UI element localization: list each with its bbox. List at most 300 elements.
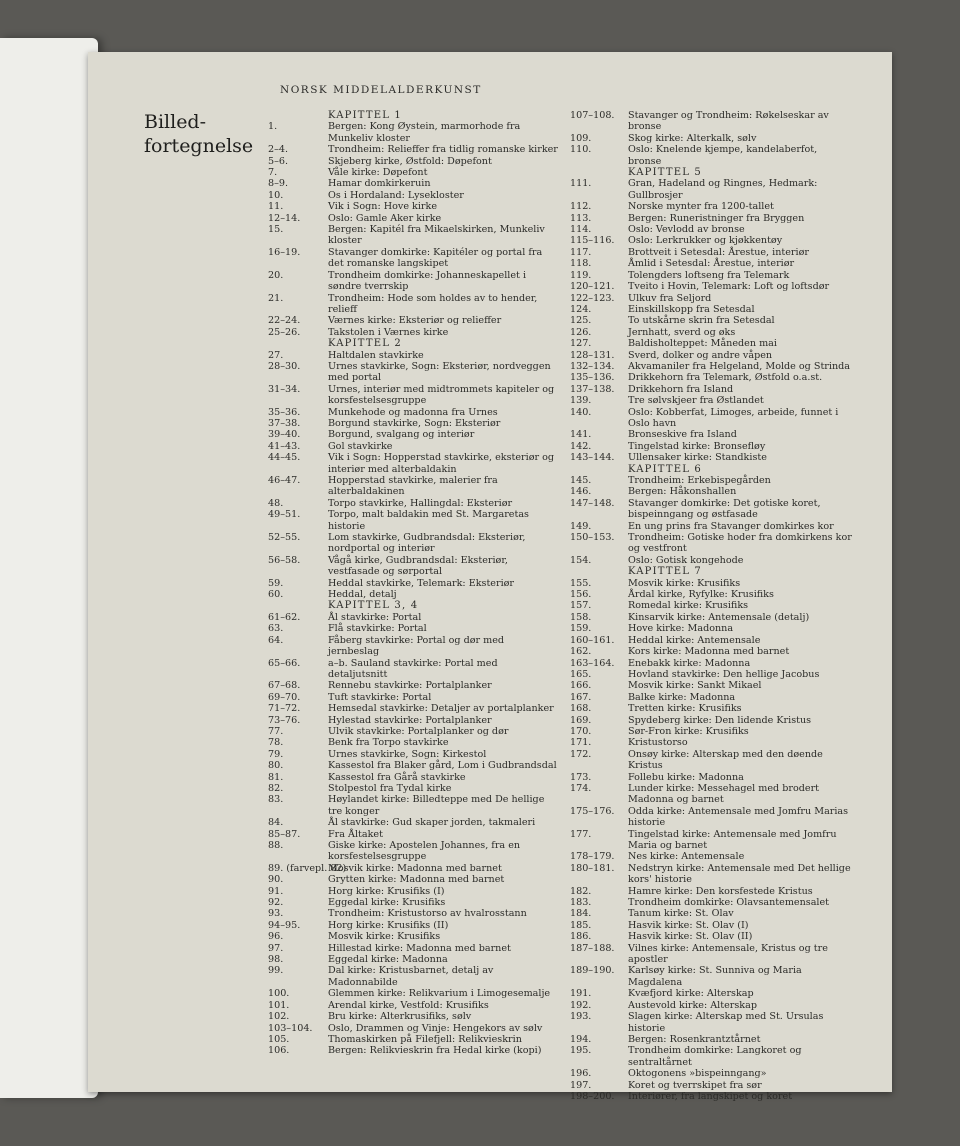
- entry-number: 109.: [570, 132, 592, 144]
- entry-number: 195.: [570, 1045, 592, 1057]
- entry-number: 193.: [570, 1011, 592, 1023]
- entry-number: 146.: [570, 486, 592, 498]
- index-entry: [268, 1034, 558, 1045]
- entry-number: 162.: [570, 646, 592, 658]
- entry-caption: Odda kirke: Antemensale med Jomfru Marias historie: [628, 805, 849, 829]
- entry-caption: Kinsarvik kirke: Antemensale (detalj): [628, 611, 810, 623]
- entry-number: 94–95.: [268, 919, 301, 931]
- index-entry: [570, 201, 852, 212]
- entry-number: 5–6.: [268, 155, 289, 167]
- entry-caption: Nedstryn kirke: Antemensale med Det hellige kors' historie: [628, 862, 851, 886]
- entry-caption: Horg kirke: Krusifiks (I): [328, 885, 445, 897]
- index-entry: [570, 783, 852, 806]
- entry-caption: Hovland stavkirke: Den hellige Jacobus: [628, 668, 820, 680]
- index-entry: [570, 1000, 852, 1011]
- index-entry: [268, 749, 558, 760]
- entry-caption: Urnes, interiør med midtrommets kapiteler og korsfestelsesgruppe: [328, 383, 555, 407]
- index-entry: [570, 1080, 852, 1091]
- entry-number: 142.: [570, 440, 592, 452]
- index-entry: [268, 658, 558, 681]
- entry-caption: Trondheim domkirke: Olavsantemensalet: [628, 897, 830, 909]
- index-entry: [268, 817, 558, 828]
- index-entry: [570, 669, 852, 680]
- entry-number: 111.: [570, 178, 592, 190]
- entry-caption: Mosvik kirke: Madonna med barnet: [328, 862, 502, 874]
- entry-caption: Ål stavkirke: Portal: [328, 611, 422, 623]
- entry-number: 25–26.: [268, 326, 301, 338]
- index-entry: [570, 281, 852, 292]
- entry-number: 158.: [570, 611, 592, 623]
- entry-number: 137–138.: [570, 383, 615, 395]
- entry-number: 174.: [570, 782, 592, 794]
- entry-number: 169.: [570, 714, 592, 726]
- entry-caption: Åmlid i Setesdal: Årestue, interiør: [628, 258, 795, 270]
- entry-number: 8–9.: [268, 178, 289, 190]
- entry-caption: Urnes stavkirke, Sogn: Eksteriør, nordveggen med portal: [328, 360, 551, 384]
- index-entry: [570, 258, 852, 269]
- entry-caption: Årdal kirke, Ryfylke: Krusifiks: [628, 589, 774, 601]
- index-entry: [268, 1011, 558, 1022]
- entry-caption: Oslo, Drammen og Vinje: Hengekors av sølv: [328, 1022, 543, 1034]
- entry-number: 73–76.: [268, 714, 301, 726]
- entry-caption: Trondheim domkirke: Langkoret og sentraltårnet: [628, 1045, 802, 1068]
- entry-number: 2–4.: [268, 144, 289, 156]
- entry-number: 44–45.: [268, 452, 301, 464]
- entry-number: 27.: [268, 349, 284, 361]
- entry-caption: Skjeberg kirke, Østfold: Døpefont: [328, 155, 492, 167]
- index-entry: [268, 144, 558, 155]
- entry-caption: Oslo: Gotisk kongehode: [628, 554, 744, 566]
- index-entry: [570, 703, 852, 714]
- index-entry: [570, 612, 852, 623]
- entry-number: 103–104.: [268, 1022, 313, 1034]
- entry-number: 160–161.: [570, 634, 615, 646]
- entry-caption: Enebakk kirke: Madonna: [628, 657, 751, 669]
- entry-caption: Haltdalen stavkirke: [328, 349, 424, 361]
- index-entry: [570, 658, 852, 669]
- index-entry: [268, 920, 558, 931]
- chapter-heading: KAPITTEL 7: [628, 566, 702, 578]
- entry-caption: Bru kirke: Alterkrusifiks, sølv: [328, 1011, 472, 1023]
- entry-caption: Vilnes kirke: Antemensale, Kristus og tre apostler: [628, 942, 828, 966]
- entry-caption: Hamar domkirkeruin: [328, 178, 431, 190]
- index-entry: [268, 224, 558, 247]
- entry-caption: Kvæfjord kirke: Alterskap: [628, 988, 754, 1000]
- index-entry: [268, 954, 558, 965]
- entry-number: 178–179.: [570, 851, 615, 863]
- entry-number: 175–176.: [570, 805, 615, 817]
- entry-number: 191.: [570, 988, 592, 1000]
- index-entry: [268, 931, 558, 942]
- index-entry: [268, 315, 558, 326]
- entry-number: 7.: [268, 167, 278, 179]
- entry-number: 92.: [268, 897, 284, 909]
- index-entry: [570, 441, 852, 452]
- entry-caption: Trondheim: Relieffer fra tidlig romanske kirker: [328, 144, 558, 156]
- entry-number: 28–30.: [268, 360, 301, 372]
- entry-caption: Akvamaniler fra Helgeland, Molde og Strinda: [628, 360, 850, 372]
- entry-caption: Giske kirke: Apostelen Johannes, fra en korsfestelsesgruppe: [328, 840, 521, 863]
- entry-number: 189–190.: [570, 965, 615, 977]
- index-entry: [570, 224, 852, 235]
- entry-number: 140.: [570, 406, 592, 418]
- entry-caption: Karlsøy kirke: St. Sunniva og Maria Magdalena: [628, 965, 802, 988]
- index-entry: [268, 715, 558, 726]
- index-entry: [570, 235, 852, 246]
- index-entry: [268, 121, 558, 144]
- entry-number: 110.: [570, 144, 592, 156]
- chapter-heading: KAPITTEL 6: [628, 463, 702, 475]
- entry-caption: Hove kirke: Madonna: [628, 623, 734, 635]
- index-entry: [268, 1000, 558, 1011]
- index-entry: [570, 247, 852, 258]
- index-entry: [268, 772, 558, 783]
- entry-number: 97.: [268, 942, 284, 954]
- entry-number: 120–121.: [570, 281, 615, 293]
- entry-caption: Drikkehorn fra Telemark, Østfold o.a.st.: [628, 372, 823, 384]
- entry-number: 167.: [570, 691, 592, 703]
- index-entry: [268, 350, 558, 361]
- index-entry: [570, 931, 852, 942]
- entry-caption: Hopperstad stavkirke, malerier fra alterbaldakinen: [328, 475, 498, 498]
- entry-number: 163–164.: [570, 657, 615, 669]
- entry-number: 56–58.: [268, 554, 301, 566]
- running-head: NORSK MIDDELALDERKUNST: [280, 84, 482, 96]
- index-entry: [570, 1011, 852, 1034]
- chapter-heading: KAPITTEL 5: [628, 167, 702, 179]
- chapter-heading: KAPITTEL 3, 4: [328, 600, 419, 612]
- entry-caption: Hillestad kirke: Madonna med barnet: [328, 942, 511, 954]
- entry-number: 12–14.: [268, 212, 301, 224]
- title-line-1: Billed-: [144, 111, 207, 133]
- entry-caption: Skog kirke: Alterkalk, sølv: [628, 132, 757, 144]
- entry-caption: Tingelstad kirke: Antemensale med Jomfru Maria og barnet: [628, 828, 837, 851]
- entry-caption: Dal kirke: Kristusbarnet, detalj av Madonnabilde: [328, 965, 494, 988]
- entry-number: 166.: [570, 680, 592, 692]
- index-entry: [570, 110, 852, 133]
- index-entry: [268, 167, 558, 178]
- index-entry: [570, 498, 852, 521]
- entry-caption: a–b. Sauland stavkirke: Portal med detaljutsnitt: [328, 657, 498, 680]
- entry-caption: Hylestad stavkirke: Portalplanker: [328, 714, 492, 726]
- entry-number: 165.: [570, 668, 592, 680]
- entry-number: 41–43.: [268, 440, 301, 452]
- entry-number: 112.: [570, 201, 592, 213]
- index-entry: [268, 965, 558, 988]
- entry-number: 88.: [268, 840, 284, 851]
- entry-caption: Vik i Sogn: Hove kirke: [328, 201, 438, 213]
- book-page: [88, 52, 892, 1102]
- entry-caption: Bergen: Kapitél fra Mikaelskirken, Munkeliv kloster: [328, 224, 545, 247]
- index-entry: [268, 190, 558, 201]
- index-entry: [268, 1023, 558, 1034]
- entry-caption: Ulkuv fra Seljord: [628, 292, 712, 304]
- index-entry: [570, 908, 852, 919]
- index-entry: [268, 840, 558, 863]
- entry-number: 46–47.: [268, 475, 301, 486]
- index-entry: [268, 361, 558, 384]
- entry-caption: Ål stavkirke: Gud skaper jorden, takmaleri: [328, 817, 536, 829]
- index-entry: [268, 783, 558, 794]
- chapter-heading: KAPITTEL 1: [328, 110, 402, 121]
- entry-number: 122–123.: [570, 292, 615, 304]
- entry-caption: Kassestol fra Blaker gård, Lom i Gudbrandsdal: [328, 760, 557, 772]
- index-entry: [570, 1068, 852, 1079]
- entry-caption: Høylandet kirke: Billedteppe med De hellige tre konger: [328, 794, 545, 817]
- entry-number: 84.: [268, 817, 284, 829]
- entry-number: 67–68.: [268, 680, 301, 692]
- entry-number: 59.: [268, 577, 284, 589]
- entry-caption: Kors kirke: Madonna med barnet: [628, 646, 790, 658]
- entry-number: 139.: [570, 395, 592, 407]
- index-entry: [570, 350, 852, 361]
- index-entry: [570, 270, 852, 281]
- entry-number: 11.: [268, 201, 284, 213]
- entry-number: 83.: [268, 794, 284, 806]
- entry-caption: En ung prins fra Stavanger domkirkes kor: [628, 520, 834, 532]
- index-entry: [268, 589, 558, 600]
- index-entry: [570, 452, 852, 463]
- entry-caption: Balke kirke: Madonna: [628, 691, 736, 703]
- entry-number: 132–134.: [570, 360, 615, 372]
- index-entry: [268, 578, 558, 589]
- entry-caption: To utskårne skrin fra Setesdal: [628, 315, 775, 327]
- index-entry: [268, 988, 558, 999]
- entry-number: 118.: [570, 258, 592, 270]
- entry-number: 98.: [268, 954, 284, 966]
- entry-caption: Hamre kirke: Den korsfestede Kristus: [628, 885, 813, 897]
- entry-caption: Sverd, dolker og andre våpen: [628, 349, 773, 361]
- entry-number: 102.: [268, 1011, 290, 1023]
- entry-number: 147–148.: [570, 497, 615, 509]
- entry-caption: Oslo: Kobberfat, Limoges, arbeide, funnet i Oslo havn: [628, 406, 839, 429]
- index-entry: [570, 475, 852, 486]
- index-entry: [570, 806, 852, 829]
- entry-number: 196.: [570, 1068, 592, 1080]
- entry-number: 114.: [570, 224, 592, 236]
- entry-number: 145.: [570, 475, 592, 486]
- entry-number: 119.: [570, 269, 592, 281]
- index-entry: [570, 315, 852, 326]
- index-entry: [570, 293, 852, 304]
- entry-number: 63.: [268, 623, 284, 635]
- entry-caption: Bergen: Kong Øystein, marmorhode fra Munkeliv kloster: [328, 121, 521, 144]
- entry-number: 156.: [570, 589, 592, 601]
- entry-caption: Heddal kirke: Antemensale: [628, 634, 761, 646]
- entry-caption: Våle kirke: Døpefont: [328, 167, 428, 179]
- entry-number: 82.: [268, 782, 284, 794]
- entry-number: 150–153.: [570, 532, 615, 544]
- entry-caption: Stavanger domkirke: Det gotiske koret, bispeinngang og østfasade: [628, 497, 821, 521]
- entry-number: 15.: [268, 224, 284, 236]
- entry-caption: Fåberg stavkirke: Portal og dør med jernbeslag: [328, 634, 505, 658]
- index-entry: [570, 372, 852, 383]
- entry-caption: Einskillskopp fra Setesdal: [628, 303, 755, 315]
- entry-caption: Os i Hordaland: Lysekloster: [328, 189, 464, 201]
- entry-caption: Ulvik stavkirke: Portalplanker og dør: [328, 725, 509, 737]
- entry-number: 64.: [268, 634, 284, 646]
- index-entry: [570, 646, 852, 657]
- entry-caption: Tuft stavkirke: Portal: [328, 691, 432, 703]
- entry-caption: Interiører, fra langskipet og koret: [628, 1090, 793, 1102]
- index-entry: [268, 178, 558, 189]
- entry-caption: Arendal kirke, Vestfold: Krusifiks: [328, 999, 489, 1011]
- entry-caption: Trondheim domkirke: Johanneskapellet i søndre tverrskip: [328, 269, 527, 293]
- entry-caption: Mosvik kirke: Krusifiks: [328, 931, 441, 943]
- entry-number: 171.: [570, 737, 592, 749]
- entry-caption: Tveito i Hovin, Telemark: Loft og loftsdør: [628, 281, 830, 293]
- entry-caption: Tre sølvskjeer fra Østlandet: [628, 395, 764, 407]
- index-entry: [268, 863, 558, 874]
- entry-number: 187–188.: [570, 942, 615, 954]
- index-entry: [268, 726, 558, 737]
- entry-caption: Oslo: Gamle Aker kirke: [328, 212, 442, 224]
- index-entry: [268, 908, 558, 919]
- index-entry: [570, 555, 852, 566]
- entry-number: 99.: [268, 965, 284, 977]
- entry-number: 172.: [570, 748, 592, 760]
- index-entry: [268, 452, 558, 475]
- entry-caption: Gran, Hadeland og Ringnes, Hedmark: Gullbrosjer: [628, 178, 818, 201]
- entry-caption: Mosvik kirke: Sankt Mikael: [628, 680, 762, 692]
- index-entry: [570, 395, 852, 406]
- entry-caption: Glemmen kirke: Relikvarium i Limogesemalje: [328, 988, 551, 1000]
- entry-number: 89. (farvepl. 82): [268, 862, 347, 874]
- entry-number: 81.: [268, 771, 284, 783]
- entry-caption: Brottveit i Setesdal: Årestue, interiør: [628, 246, 809, 258]
- entry-number: 91.: [268, 885, 284, 897]
- entry-caption: Torpo, malt baldakin med St. Margaretas historie: [328, 509, 529, 532]
- entry-number: 177.: [570, 828, 592, 840]
- entry-number: 155.: [570, 577, 592, 589]
- entry-number: 115–116.: [570, 235, 615, 247]
- index-column-left: [268, 110, 558, 1057]
- entry-caption: Grytten kirke: Madonna med barnet: [328, 874, 505, 886]
- index-entry: [570, 1045, 852, 1068]
- entry-number: 149.: [570, 520, 592, 532]
- entry-number: 49–51.: [268, 509, 301, 521]
- index-entry: [570, 304, 852, 315]
- index-entry: [570, 178, 852, 201]
- index-entry: [570, 988, 852, 999]
- index-entry: [570, 897, 852, 908]
- entry-caption: Trondheim: Gotiske hoder fra domkirkens kor og vestfront: [628, 532, 852, 555]
- index-entry: [570, 829, 852, 852]
- title-line-2: fortegnelse: [144, 135, 254, 157]
- index-entry: [268, 429, 558, 440]
- entry-number: 107–108.: [570, 110, 615, 121]
- entry-caption: Hasvik kirke: St. Olav (I): [628, 919, 749, 931]
- entry-caption: Stavanger domkirke: Kapitéler og portal fra det romanske langskipet: [328, 246, 543, 270]
- index-entry: [268, 475, 558, 498]
- entry-number: 60.: [268, 589, 284, 601]
- entry-number: 61–62.: [268, 611, 301, 623]
- index-entry: [268, 509, 558, 532]
- entry-number: 186.: [570, 931, 592, 943]
- entry-number: 78.: [268, 737, 284, 749]
- entry-number: 100.: [268, 988, 290, 1000]
- entry-caption: Sør-Fron kirke: Krusifiks: [628, 725, 749, 737]
- index-entry: [570, 589, 852, 600]
- entry-number: 77.: [268, 725, 284, 737]
- index-entry: [268, 794, 558, 817]
- index-entry: [268, 247, 558, 270]
- entry-number: 65–66.: [268, 657, 301, 669]
- index-entry: [268, 623, 558, 634]
- index-entry: [268, 555, 558, 578]
- index-entry: [570, 521, 852, 532]
- entry-caption: Oslo: Lerkrukker og kjøkkentøy: [628, 235, 783, 247]
- entry-caption: Lunder kirke: Messehagel med brodert Madonna og barnet: [628, 782, 820, 806]
- entry-caption: Hasvik kirke: St. Olav (II): [628, 931, 753, 943]
- index-entry: [268, 384, 558, 407]
- entry-caption: Norske mynter fra 1200-tallet: [628, 201, 774, 213]
- index-entry: [570, 680, 852, 691]
- index-entry: [268, 737, 558, 748]
- index-entry: [570, 361, 852, 372]
- index-column-right: [570, 110, 852, 1102]
- index-entry: [570, 384, 852, 395]
- index-entry: [570, 692, 852, 703]
- index-entry: [570, 943, 852, 966]
- index-entry: [570, 715, 852, 726]
- index-entry: [268, 418, 558, 429]
- entry-number: 197.: [570, 1079, 592, 1091]
- entry-caption: Lom stavkirke, Gudbrandsdal: Eksteriør, nordportal og interiør: [328, 532, 526, 555]
- entry-caption: Rennebu stavkirke: Portalplanker: [328, 680, 492, 692]
- entry-caption: Ullensaker kirke: Standkiste: [628, 452, 767, 464]
- index-entry: [570, 407, 852, 430]
- index-entry: [570, 338, 852, 349]
- index-entry: [268, 886, 558, 897]
- index-entry: [570, 737, 852, 748]
- index-entry: [570, 327, 852, 338]
- entry-number: 126.: [570, 326, 592, 338]
- entry-caption: Tretten kirke: Krusifiks: [628, 703, 742, 715]
- entry-caption: Gol stavkirke: [328, 440, 393, 452]
- entry-number: 184.: [570, 908, 592, 920]
- entry-caption: Takstolen i Værnes kirke: [328, 326, 449, 338]
- index-entry: [570, 920, 852, 931]
- entry-caption: Trondheim: Erkebispegården: [628, 475, 771, 486]
- index-entry: [570, 213, 852, 224]
- index-entry: [570, 623, 852, 634]
- entry-number: 22–24.: [268, 315, 301, 327]
- index-entry: [268, 213, 558, 224]
- entry-number: 48.: [268, 497, 284, 509]
- entry-caption: Romedal kirke: Krusifiks: [628, 600, 749, 612]
- index-entry: [268, 293, 558, 316]
- entry-number: 106.: [268, 1045, 290, 1057]
- entry-number: 124.: [570, 303, 592, 315]
- entry-caption: Vik i Sogn: Hopperstad stavkirke, eksteriør og interiør med alterbaldakin: [328, 452, 555, 475]
- index-entry: [570, 772, 852, 783]
- entry-number: 135–136.: [570, 372, 615, 384]
- entry-caption: Bergen: Håkonshallen: [628, 486, 737, 498]
- entry-number: 143–144.: [570, 452, 615, 464]
- index-entry: [268, 407, 558, 418]
- index-entry: [268, 760, 558, 771]
- entry-caption: Stolpestol fra Tydal kirke: [328, 782, 452, 794]
- entry-number: 125.: [570, 315, 592, 327]
- entry-caption: Urnes stavkirke, Sogn: Kirkestol: [328, 748, 487, 760]
- entry-number: 113.: [570, 212, 592, 224]
- entry-caption: Benk fra Torpo stavkirke: [328, 737, 449, 749]
- index-entry: [570, 886, 852, 897]
- index-entry: [268, 532, 558, 555]
- entry-caption: Bergen: Runeristninger fra Bryggen: [628, 212, 805, 224]
- entry-number: 52–55.: [268, 532, 301, 544]
